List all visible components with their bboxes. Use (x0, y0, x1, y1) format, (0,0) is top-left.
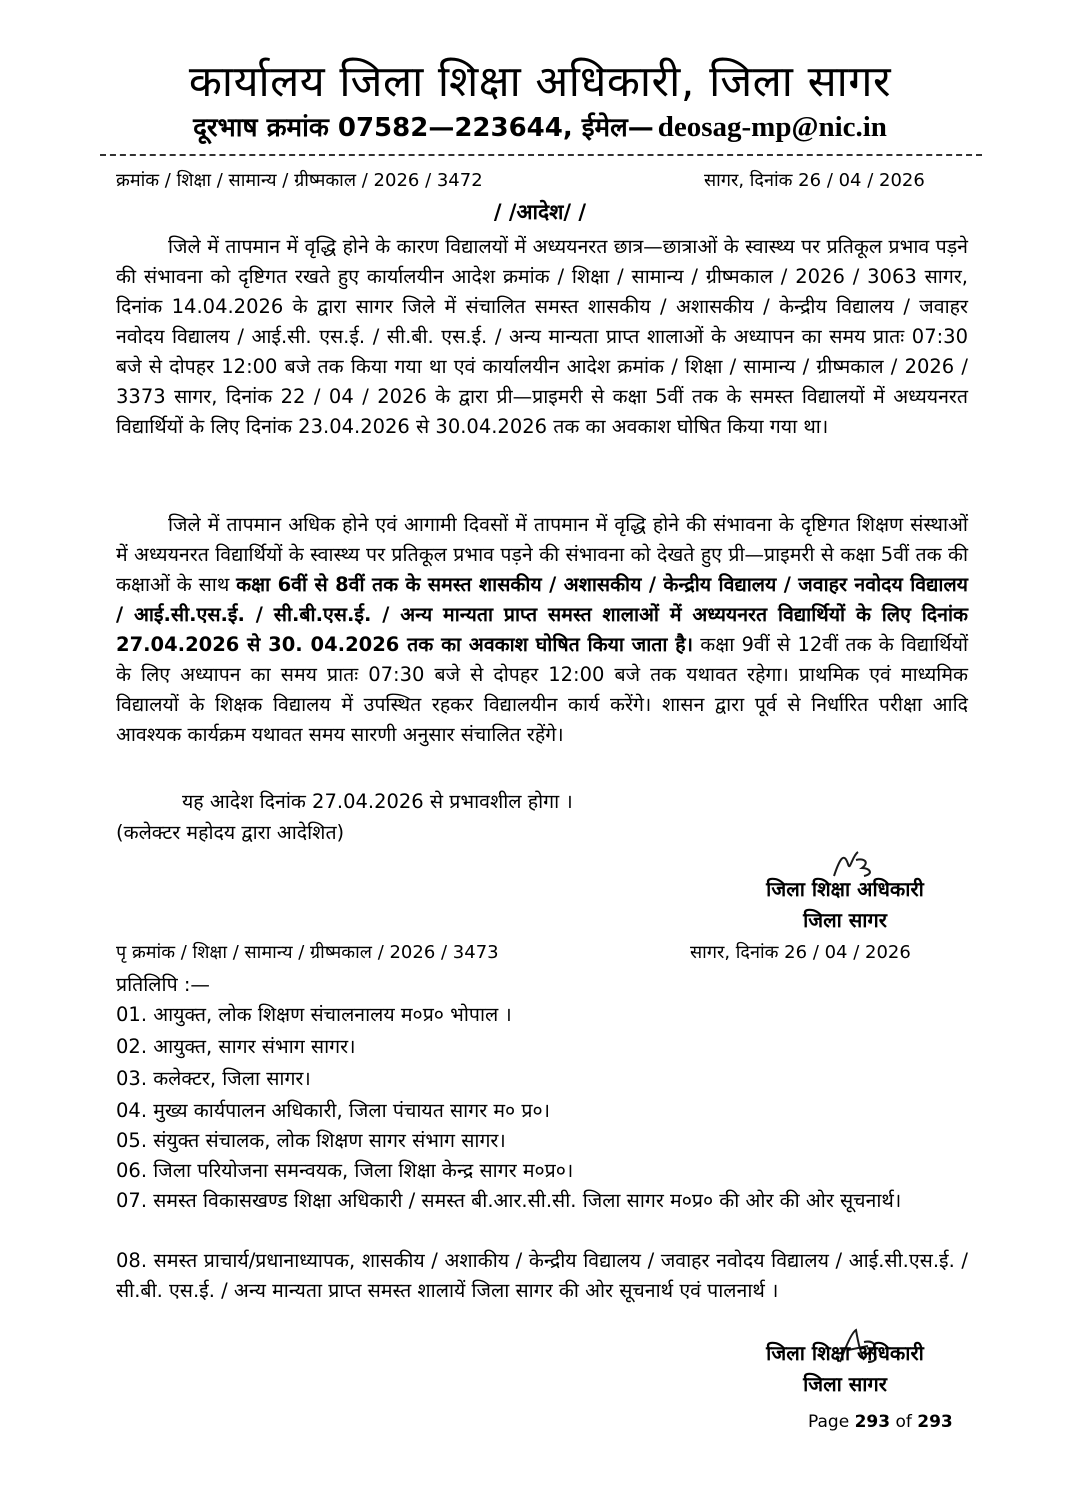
endorsement-date: सागर, दिनांक 26 / 04 / 2026 (690, 942, 911, 963)
page-of: of (895, 1412, 912, 1432)
copy-item-8: 08. समस्त प्राचार्य/प्रधानाध्यापक, शासकीय / अशाकीय / केन्द्रीय विद्यालय / जवाहर नवोदय विद्यालय / आई.सी.एस.ई. / सी.बी. एस.ई. / अन्य मान्यता प्राप्त समस्त शालायें जिला सागर की ओर सूचनार्थ एवं पालनार्थ । (116, 1249, 968, 1302)
signature-2-designation: जिला शिक्षा अधिकारी (766, 1341, 924, 1365)
copy-item-2: 02. आयुक्त, सागर संभाग सागर। (116, 1035, 356, 1058)
order-paragraph-2 (116, 510, 968, 750)
copy-item-6: 06. जिला परियोजना समन्वयक, जिला शिक्षा केन्द्र सागर म०प्र०। (116, 1159, 574, 1182)
collector-order-line: (कलेक्टर महोदय द्वारा आदेशित) (116, 821, 345, 844)
signature-block-1 (740, 874, 950, 936)
copy-item-7: 07. समस्त विकासखण्ड शिक्षा अधिकारी / समस्त बी.आर.सी.सी. जिला सागर म०प्र० की ओर की ओर सूचनार्थ। (116, 1189, 902, 1212)
paragraph-2-holiday-declaration: कक्षा 6वीं से 8वीं तक के समस्त शासकीय / अशासकीय / केन्द्रीय विद्यालय / जवाहर नवोदय विद्यालय / आई.सी.एस.ई. / सी.बी.एस.ई. / अन्य मान्यता प्राप्त समस्त शालाओं में अध्ययनरत विद्यार्थियों के लिए दिनांक 27.04.2026 से 30. 04.2026 तक का अवकाश घोषित किया जाता है। (116, 573, 968, 656)
email-address: deosag-mp@nic.in (657, 111, 887, 143)
header-divider (100, 154, 982, 156)
signature-1-place: जिला सागर (803, 908, 887, 932)
paragraph-2-rest: कक्षा 9वीं से 12वीं तक के विद्यार्थियों के लिए अध्यापन का समय प्रातः 07:30 बजे से दोपहर 12:00 बजे तक यथावत रहेगा। प्राथमिक एवं माध्यमिक विद्यालयों के शिक्षक विद्यालय में उपस्थित रहकर विद्यालयीन कार्य करेंगे। शासन द्वारा पूर्व से निर्धारित परीक्षा आदि आवश्यक कार्यक्रम यथावत समय सारणी अनुसार संचालित रहेंगे। (116, 633, 968, 746)
copy-item-5: 05. संयुक्त संचालक, लोक शिक्षण सागर संभाग सागर। (116, 1129, 506, 1152)
copy-item-3: 03. कलेक्टर, जिला सागर। (116, 1067, 311, 1090)
paragraph-2-intro: जिले में तापमान अधिक होने एवं आगामी दिवसों में तापमान में वृद्धि होने की संभावना के दृष्टिगत शिक्षण संस्थाओं में अध्ययनरत विद्यार्थियों के स्वास्थ्य पर प्रतिकूल प्रभाव पड़ने की संभावना को देखते हुए प्री—प्राइमरी से कक्षा 5वीं तक की कक्षाओं के साथ (116, 513, 968, 596)
copy-to-label: प्रतिलिपि :— (116, 973, 210, 996)
copy-item-1: 01. आयुक्त, लोक शिक्षण संचालनालय म०प्र० भोपाल । (116, 1003, 512, 1026)
office-title: कार्यालय जिला शिक्षा अधिकारी, जिला सागर (188, 57, 892, 107)
phone-label: दूरभाष क्रमांक 07582—223644, ईमेल— (193, 113, 654, 143)
page-number (808, 1412, 953, 1432)
page-prefix: Page (808, 1412, 850, 1432)
endorsement-number: पृ क्रमांक / शिक्षा / सामान्य / ग्रीष्मकाल / 2026 / 3473 (116, 942, 499, 963)
page-total: 293 (917, 1412, 953, 1432)
contact-line (0, 108, 1080, 144)
copy-item-4: 04. मुख्य कार्यपालन अधिकारी, जिला पंचायत सागर म० प्र०। (116, 1099, 551, 1122)
order-heading: / /आदेश/ / (493, 200, 587, 224)
effective-date-line: यह आदेश दिनांक 27.04.2026 से प्रभावशील होगा । (182, 790, 573, 813)
order-paragraph-1: जिले में तापमान में वृद्धि होने के कारण विद्यालयों में अध्ययनरत छात्र—छात्राओं के स्वास्थ्य पर प्रतिकूल प्रभाव पड़ने की संभावना को दृष्टिगत रखते हुए कार्यालयीन आदेश क्रमांक / शिक्षा / सामान्य / ग्रीष्मकाल / 2026 / 3063 सागर, दिनांक 14.04.2026 के द्वारा सागर जिले में संचालित समस्त शासकीय / अशासकीय / केन्द्रीय विद्यालय / जवाहर नवोदय विद्यालय / आई.सी. एस.ई. / सी.बी. एस.ई. / अन्य मान्यता प्राप्त शालाओं के अध्यापन का समय प्रातः 07:30 बजे से दोपहर 12:00 बजे तक किया गया था एवं कार्यालयीन आदेश क्रमांक / शिक्षा / सामान्य / ग्रीष्मकाल / 2026 / 3373 सागर, दिनांक 22 / 04 / 2026 के द्वारा प्री—प्राइमरी से कक्षा 5वीं तक के समस्त विद्यालयों में अध्ययनरत विद्यार्थियों के लिए दिनांक 23.04.2026 से 30.04.2026 तक का अवकाश घोषित किया गया था। (116, 235, 968, 438)
reference-date: सागर, दिनांक 26 / 04 / 2026 (704, 170, 925, 191)
signature-block-2 (740, 1338, 950, 1400)
signature-2-place: जिला सागर (803, 1372, 887, 1396)
reference-number: क्रमांक / शिक्षा / सामान्य / ग्रीष्मकाल / 2026 / 3472 (116, 170, 483, 191)
signature-1-designation: जिला शिक्षा अधिकारी (766, 877, 924, 901)
page-current: 293 (854, 1412, 891, 1432)
